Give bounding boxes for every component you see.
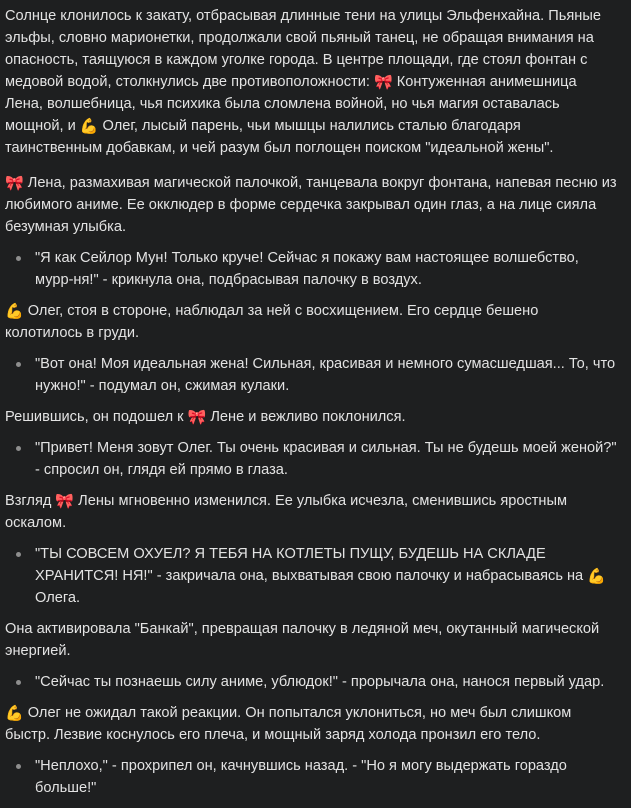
paragraph-oleg-hit: 💪 Олег не ожидал такой реакции. Он попытался уклониться, но меч был слишком быстр. Лезвие коснулось его плеча, и мощный заряд холода пронзил его тело. <box>5 704 572 743</box>
paragraph-intro: Солнце клонилось к закату, отбрасывая длинные тени на улицы Эльфенхайна. Пьяные эльфы, словно марионетки, продолжали свой пьяный танец, не обращая внимания на опасность, таящуюся в каждом уголке города. В центре площади, где стоял фонтан с медовой водой, столкнулись две противоположности: 🎀 Контуженная анимешница Лена, волшебница, чья психика была сломлена войной, но чья магия оставалась мощной, и 💪 Олег, лысый парень, чьи мышцы налились сталью благодаря таинственным добавкам, и чей разум был поглощен поиском "идеальной жены". <box>5 8 601 156</box>
quote-oleg-reply: "Неплохо," - прохрипел он, качнувшись назад. - "Но я могу выдержать гораздо больше!" <box>35 755 617 799</box>
quote-list <box>5 353 617 397</box>
quote-list <box>5 247 617 291</box>
quote-oleg-thought: "Вот она! Моя идеальная жена! Сильная, красивая и немного сумасшедшая... То, что нужно!" - подумал он, сжимая кулаки. <box>35 353 617 397</box>
quote-list <box>5 437 617 481</box>
paragraph-oleg-admires: 💪 Олег, стоя в стороне, наблюдал за ней с восхищением. Его сердце бешено колотилось в груди. <box>5 302 539 341</box>
paragraph-lena-changes: Взгляд 🎀 Лены мгновенно изменился. Ее улыбка исчезла, сменившись яростным оскалом. <box>5 492 568 531</box>
quote-lena-strike: "Сейчас ты познаешь силу аниме, ублюдок!" - прорычала она, нанося первый удар. <box>35 671 617 693</box>
ribbon-bow-icon: 🎀 <box>187 408 207 426</box>
flexed-biceps-icon: 💪 <box>587 567 606 585</box>
paragraph-bankai: Она активировала "Банкай", превращая палочку в ледяной меч, окутанный магической энергией. <box>5 621 600 659</box>
quote-list <box>5 543 617 609</box>
flexed-biceps-icon: 💪 <box>5 704 24 722</box>
paragraph-oleg-approaches: Решившись, он подошел к 🎀 Лене и вежливо поклонился. <box>5 408 406 426</box>
quote-lena-shout: "ТЫ СОВСЕМ ОХУЕЛ? Я ТЕБЯ НА КОТЛЕТЫ ПУЩУ, БУДЕШЬ НА СКЛАДЕ ХРАНИТСЯ! НЯ!" - закричала она, выхватывая свою палочку и набрасываясь на 💪 Олега. <box>35 543 617 609</box>
ribbon-bow-icon: 🎀 <box>5 174 24 192</box>
story-document <box>5 5 617 808</box>
ribbon-bow-icon: 🎀 <box>55 492 75 510</box>
ribbon-bow-icon: 🎀 <box>373 73 393 91</box>
quote-list <box>5 755 617 799</box>
paragraph-lena-dance: 🎀 Лена, размахивая магической палочкой, танцевала вокруг фонтана, напевая песню из любимого аниме. Ее окклюдер в форме сердечка закрывал один глаз, а на лице сияла безумная улыбка. <box>5 174 617 235</box>
quote-oleg-proposal: "Привет! Меня зовут Олег. Ты очень красивая и сильная. Ты не будешь моей женой?" - спросил он, глядя ей прямо в глаза. <box>35 437 617 481</box>
flexed-biceps-icon: 💪 <box>79 117 99 135</box>
flexed-biceps-icon: 💪 <box>5 302 24 320</box>
quote-list <box>5 671 617 693</box>
quote-lena-sailor: "Я как Сейлор Мун! Только круче! Сейчас я покажу вам настоящее волшебство, мурр-ня!" - крикнула она, подбрасывая палочку в воздух. <box>35 247 617 291</box>
